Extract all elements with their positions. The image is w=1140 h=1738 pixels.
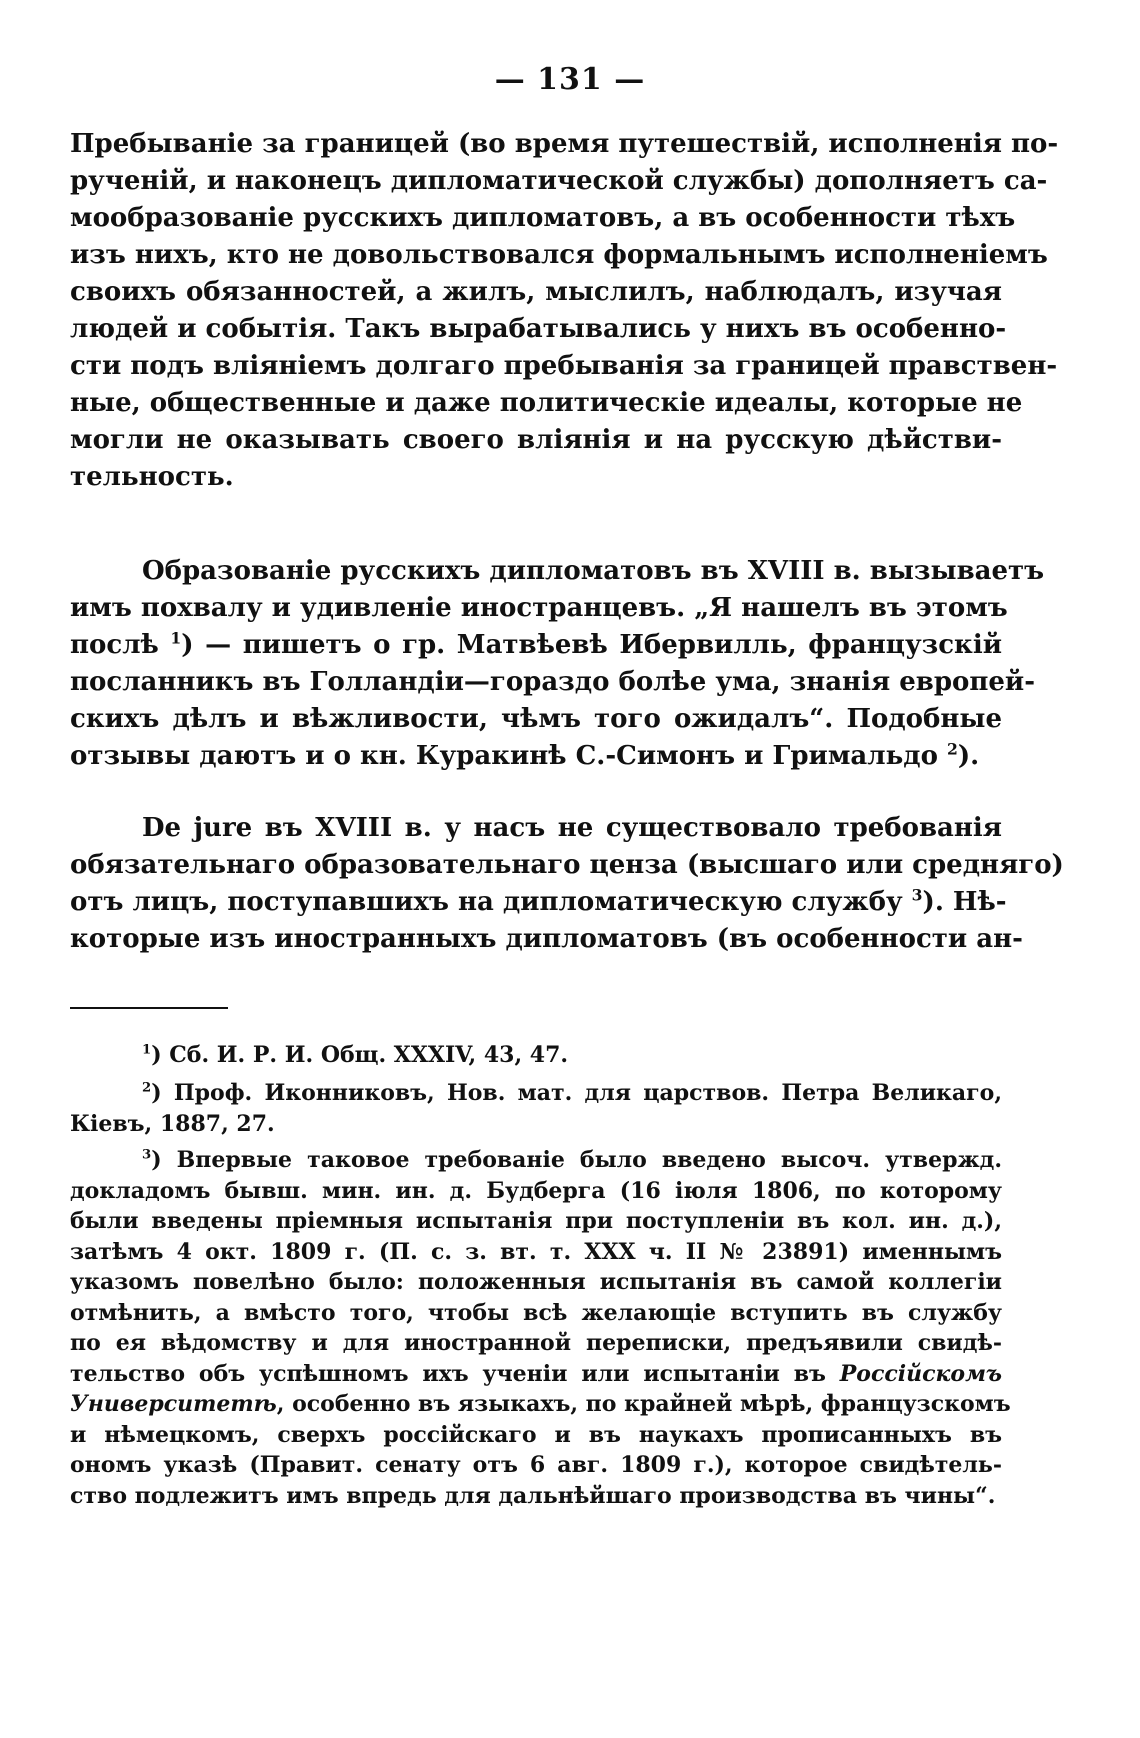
paragraph-line: имъ похвалу и удивленіе иностранцевъ. „Я нашелъ въ этомъ [70, 593, 1008, 623]
paragraph-line: своихъ обязанностей, а жилъ, мыслилъ, наблюдалъ, изучая [70, 277, 1002, 307]
footnote-line: указомъ повелѣно было: положенныя испытанія въ самой коллегіи [70, 1269, 1002, 1295]
text-run: отъ лицъ, поступавшихъ на дипломатическую службу [70, 887, 903, 917]
paragraph-line [70, 738, 1002, 775]
text-run: тельство объ успѣшномъ ихъ ученіи или испытаніи въ [70, 1360, 826, 1387]
paragraph-line: людей и событія. Такъ вырабатывались у нихъ въ особенно- [70, 314, 1007, 344]
paragraph-line: Пребываніе за границей (во время путешествій, исполненія по- [70, 129, 1059, 159]
footnote-line [70, 1389, 1011, 1420]
footnote-line: ономъ указѣ (Правит. сенату отъ 6 авг. 1809 г.), которое свидѣтель- [70, 1452, 1002, 1478]
footnote-2 [70, 1078, 1002, 1139]
footnote-ref: 2 [946, 739, 958, 759]
text-run: , особенно въ языкахъ, по крайней мѣрѣ, французскомъ [276, 1391, 1011, 1417]
footnote-line: докладомъ бывш. мин. ин. д. Будберга (16 іюля 1806, по которому [70, 1177, 1002, 1204]
footnote-ref: 1 [170, 628, 182, 648]
paragraph-line: Образованіе русскихъ дипломатовъ въ XVIII в. вызываетъ [142, 556, 1045, 586]
footnote-line: ство подлежитъ имъ впредь для дальнѣйшаго производства въ чины“. [70, 1482, 996, 1509]
paragraph-line: сти подъ вліяніемъ долгаго пребыванія за границей правствен- [70, 351, 1058, 381]
page-number: — 131 — [494, 62, 646, 97]
footnote-marker: 2 [142, 1080, 152, 1096]
text-run: ) Проф. Иконниковъ, Нов. мат. для царствов. Петра Великаго, [151, 1080, 1002, 1106]
paragraph-line: De jure въ XVIII в. у насъ не существовало требованія [142, 813, 1002, 843]
italic-text: Россійскомъ [839, 1360, 1002, 1387]
footnote-ref: 3 [911, 885, 923, 905]
italic-text: Университетѣ [70, 1391, 277, 1417]
footnote-line [70, 1078, 1002, 1109]
paragraph-line: ные, общественные и даже политическіе идеалы, которые не [70, 388, 1023, 418]
footnote-line [70, 1040, 1002, 1071]
footnote-3 [70, 1145, 1011, 1511]
footnote-marker: 1 [142, 1042, 152, 1058]
paragraph-line [70, 627, 1002, 664]
footnote-divider [70, 1007, 228, 1009]
footnote-line: и нѣмецкомъ, сверхъ россійскаго и въ наукахъ прописанныхъ въ [70, 1421, 1002, 1448]
paragraph-line: обязательнаго образовательнаго ценза (высшаго или средняго) [70, 850, 1064, 880]
footnote-line: отмѣнить, а вмѣсто того, чтобы всѣ желающіе вступить въ службу [70, 1299, 1002, 1326]
paragraph-line: тельность. [70, 462, 234, 492]
footnote-line: были введены пріемныя испытанія при поступленіи въ кол. ин. д.), [70, 1208, 1002, 1234]
paragraph-1 [70, 126, 1059, 496]
paragraph-3 [70, 810, 1064, 958]
paragraph-line: мообразованіе русскихъ дипломатовъ, а въ особенности тѣхъ [70, 203, 1016, 233]
text-run: отзывы даютъ и о кн. Куракинѣ С.-Симонъ и Гримальдо [70, 741, 938, 771]
text-run: ) Впервые таковое требованіе было введено высоч. утвержд. [151, 1147, 1002, 1173]
paragraph-line: могли не оказывать своего вліянія и на русскую дѣйстви- [70, 425, 1002, 455]
paragraph-line [70, 884, 1007, 921]
text-run: ). [957, 741, 980, 771]
footnote-line [70, 1359, 1002, 1390]
footnote-line: Кіевъ, 1887, 27. [70, 1110, 275, 1137]
paragraph-line: рученій, и наконецъ дипломатической службы) дополняетъ са- [70, 166, 1048, 196]
text-run: послѣ [70, 630, 159, 660]
paragraph-2 [70, 553, 1045, 775]
text-run: ). Нѣ- [922, 887, 1007, 917]
paragraph-line: которые изъ иностранныхъ дипломатовъ (въ особенности ан- [70, 924, 1023, 954]
text-run: ) Сб. И. Р. И. Общ. XXXIV, 43, 47. [151, 1042, 569, 1068]
paragraph-line: посланникъ въ Голландіи—гораздо болѣе ума, знанія европей- [70, 667, 1035, 697]
footnote-marker: 3 [142, 1147, 152, 1163]
footnote-1 [70, 1040, 1002, 1071]
paragraph-line: изъ нихъ, кто не довольствовался формальнымъ исполненіемъ [70, 240, 1048, 270]
footnote-line: по ея вѣдомству и для иностранной переписки, предъявили свидѣ- [70, 1330, 1002, 1356]
paragraph-line: скихъ дѣлъ и вѣжливости, чѣмъ того ожидалъ“. Подобные [70, 704, 1002, 734]
text-run: ) — пишетъ о гр. Матвѣевѣ Ибервилль, французскій [181, 630, 1002, 660]
footnote-line: затѣмъ 4 окт. 1809 г. (П. с. з. вт. т. XXX ч. II № 23891) именнымъ [70, 1238, 1002, 1265]
footnote-line [70, 1145, 1002, 1176]
